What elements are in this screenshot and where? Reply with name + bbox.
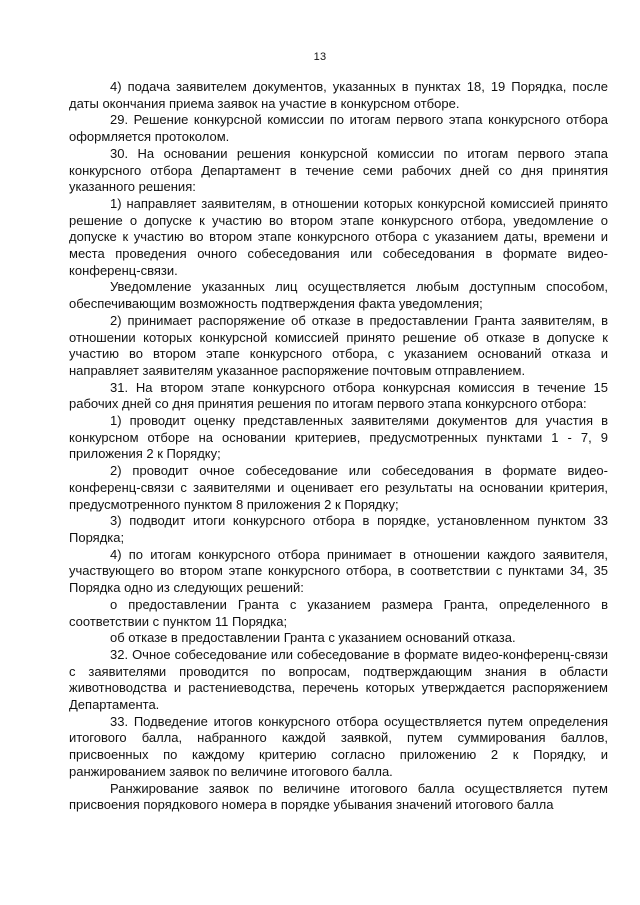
paragraph: 4) подача заявителем документов, указанных в пунктах 18, 19 Порядка, после даты окончания приема заявок на участие в конкурсном отборе. — [69, 79, 608, 111]
paragraph: 30. На основании решения конкурсной комиссии по итогам первого этапа конкурсного отбора Департамент в течение семи рабочих дней со дня принятия указанного решения: — [69, 145, 608, 195]
paragraph: Ранжирование заявок по величине итогового балла осуществляется путем присвоения порядкового номера в порядке убывания значений итогового балла — [69, 780, 608, 813]
document-body — [69, 79, 608, 814]
paragraph: 2) принимает распоряжение об отказе в предоставлении Гранта заявителям, в отношении которых конкурсной комиссией принято решение об отказе в допуске к участию во втором этапе конкурсного отбора, с указанием оснований отказа и направляет заявителям указанное распоряжение почтовым отправлением. — [69, 312, 608, 378]
paragraph: Уведомление указанных лиц осуществляется любым доступным способом, обеспечивающим возможность подтверждения факта уведомления; — [69, 279, 608, 312]
paragraph: 1) направляет заявителям, в отношении которых конкурсной комиссией принято решение о допуске к участию во втором этапе конкурсного отбора, уведомление о допуске к участию во втором этапе конкурсного отбора с указанием даты, времени и места проведения очного собеседования или собеседования в формате видео-конференц-связи. — [69, 195, 608, 278]
paragraph: 3) подводит итоги конкурсного отбора в порядке, установленном пунктом 33 Порядка; — [69, 513, 608, 545]
paragraph: 31. На втором этапе конкурсного отбора конкурсная комиссия в течение 15 рабочих дней со дня принятия решения по итогам первого этапа конкурсного отбора: — [69, 379, 608, 412]
paragraph: 32. Очное собеседование или собеседование в формате видео-конференц-связи с заявителями проводится по вопросам, подтверждающим знания в области животноводства и растениеводства, перечень которых утверждается распоряжением Департамента. — [69, 646, 608, 713]
paragraph: 33. Подведение итогов конкурсного отбора осуществляется путем определения итогового балла, набранного каждой заявкой, путем суммирования баллов, присвоенных по каждому критерию согласно приложению 2 к Порядку, и ранжированием заявок по величине итогового балла. — [69, 713, 608, 779]
paragraph: 29. Решение конкурсной комиссии по итогам первого этапа конкурсного отбора оформляется протоколом. — [69, 112, 608, 145]
page-number: 13 — [313, 51, 327, 63]
paragraph: 1) проводит оценку представленных заявителями документов для участия в конкурсном отборе на основании критериев, предусмотренных пунктами 1 - 7, 9 приложения 2 к Порядку; — [69, 413, 608, 462]
paragraph: 2) проводит очное собеседование или собеседования в формате видео-конференц-связи с заявителями и оценивает его результаты на основании критерия, предусмотренного пунктом 8 приложения 2 к Порядку; — [69, 463, 608, 512]
paragraph: о предоставлении Гранта с указанием размера Гранта, определенного в соответствии с пунктом 11 Порядка; — [69, 596, 608, 629]
paragraph: об отказе в предоставлении Гранта с указанием оснований отказа. — [110, 630, 516, 646]
paragraph: 4) по итогам конкурсного отбора принимает в отношении каждого заявителя, участвующего во втором этапе конкурсного отбора, в соответствии с пунктами 34, 35 Порядка одно из следующих решений: — [69, 546, 608, 596]
